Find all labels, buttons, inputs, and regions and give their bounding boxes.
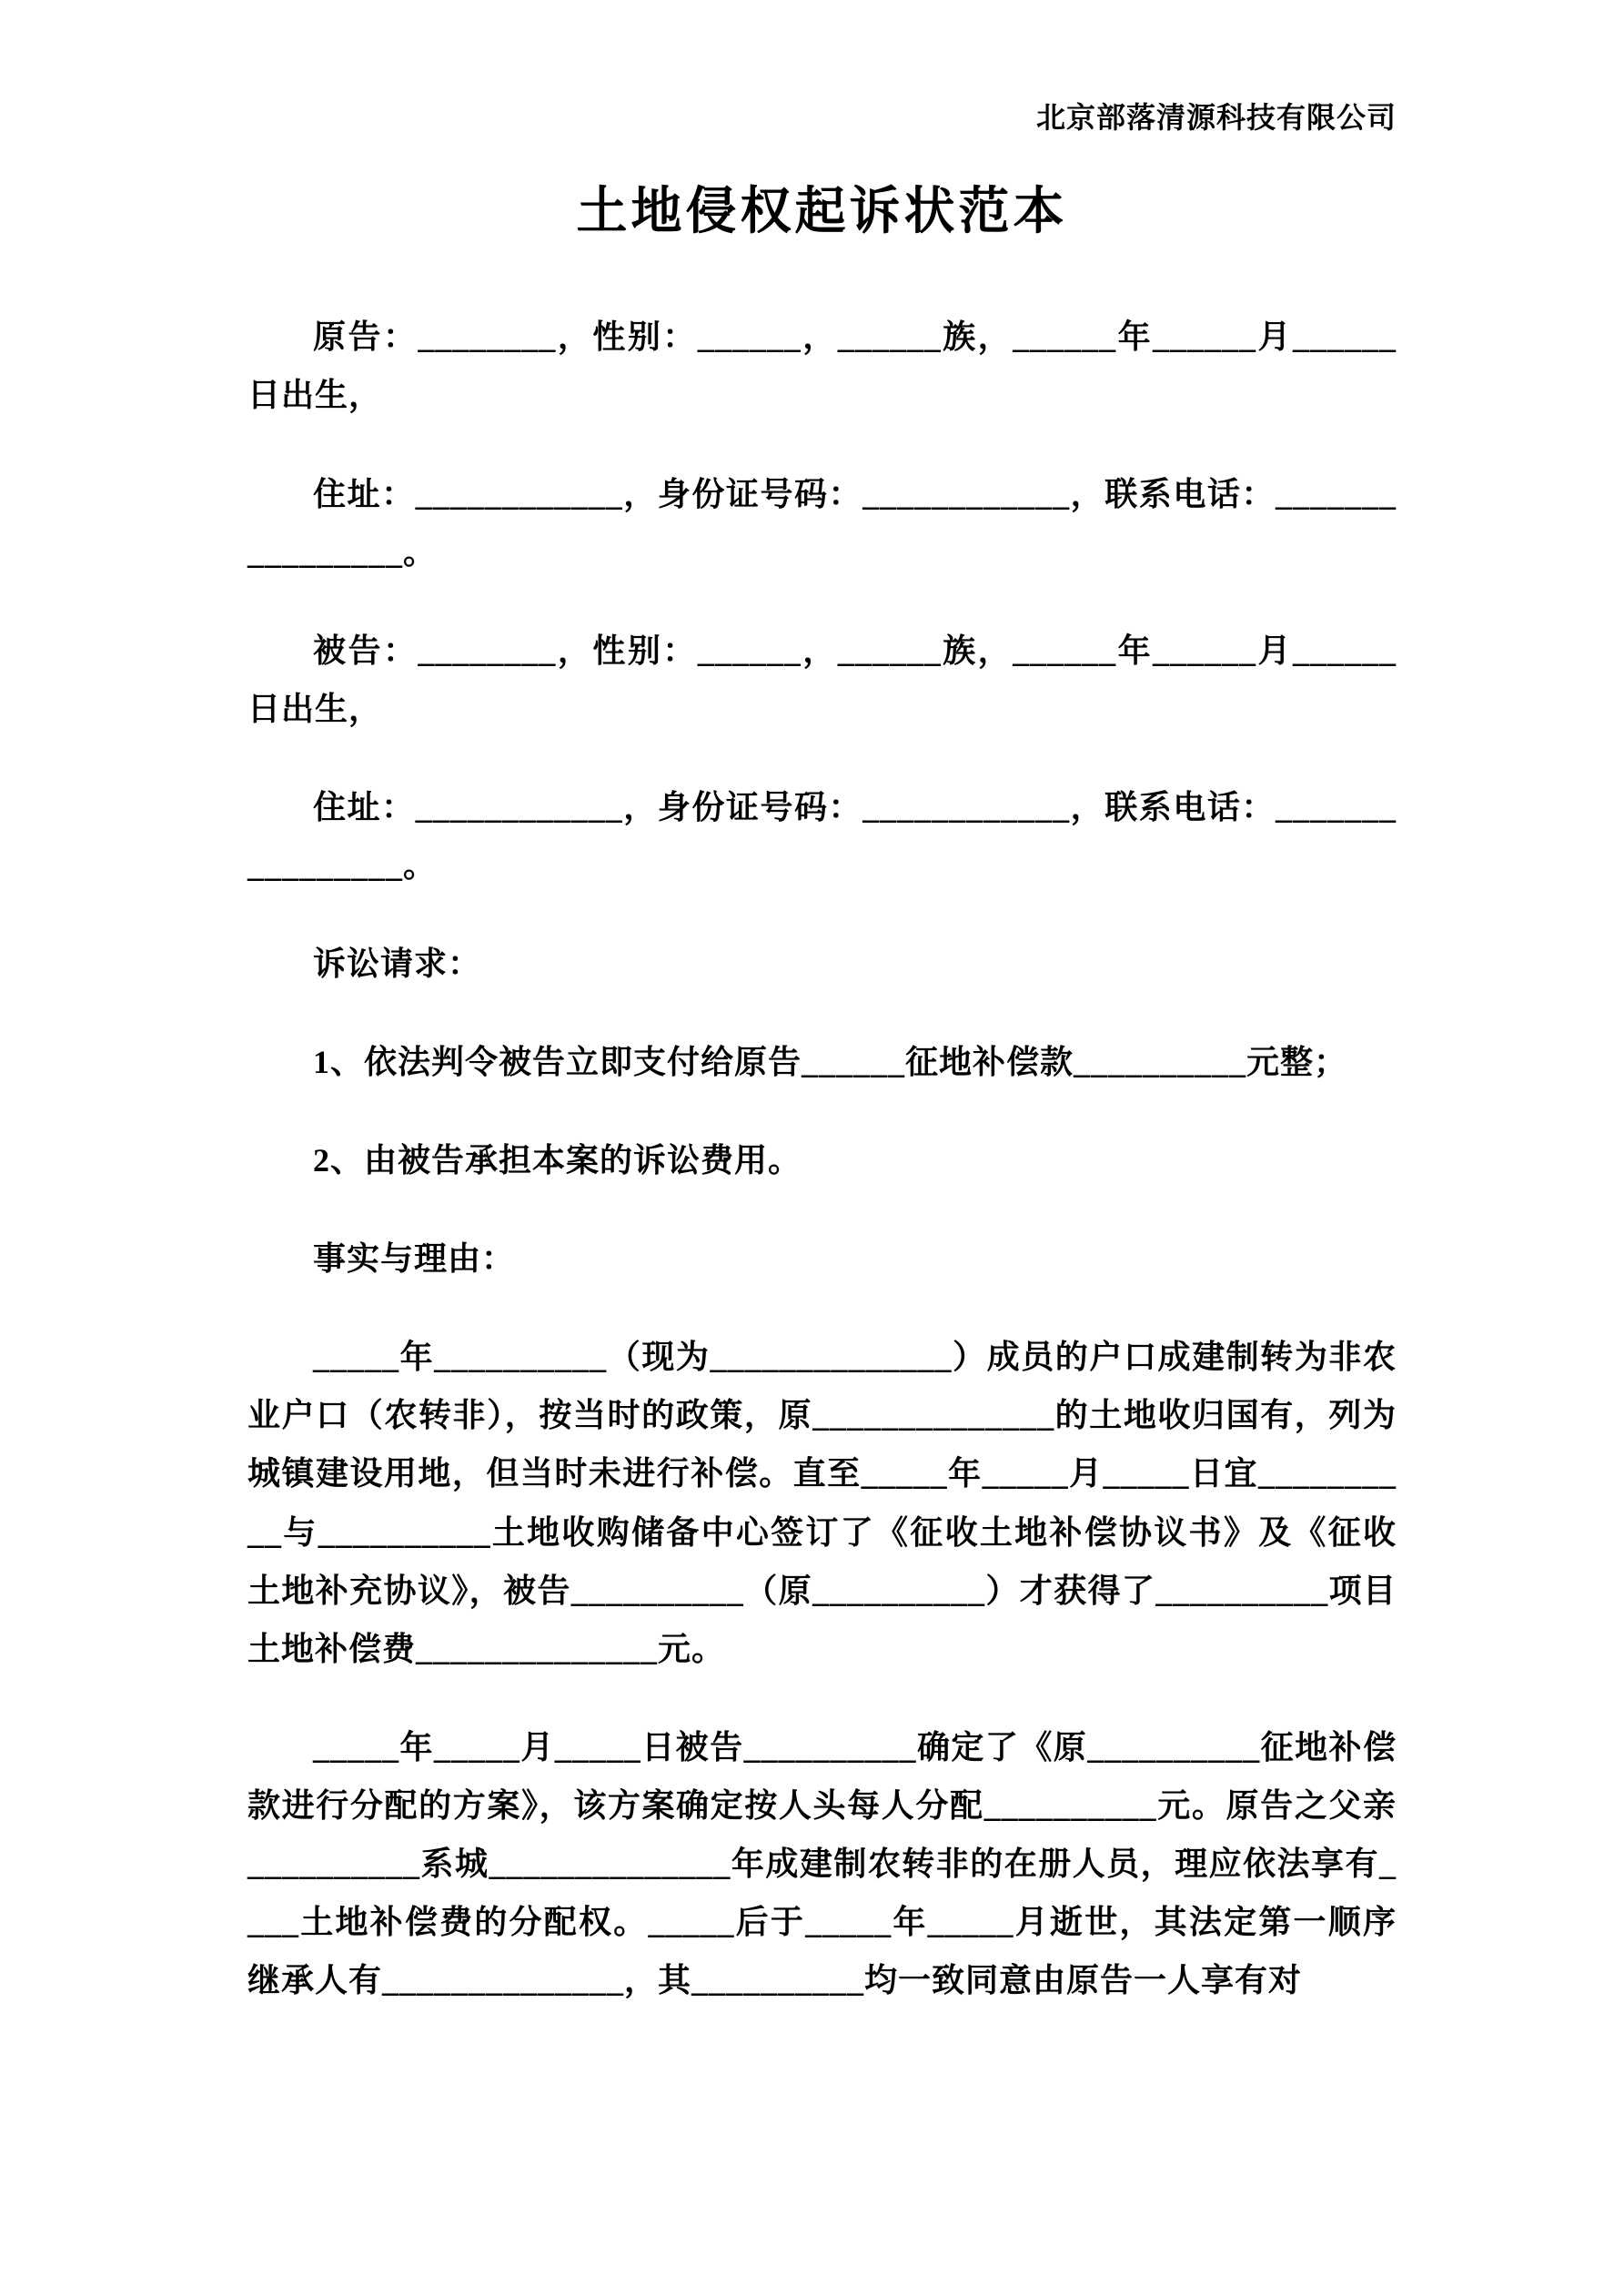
paragraph-plaintiff-address: 住址：____________，身份证号码：____________，联系电话：________________。 <box>247 475 1397 571</box>
paragraph-defendant-info: 被告：________，性别：______，______族，______年______月______日出生， <box>247 632 1397 727</box>
paragraph-claims-heading: 诉讼请求： <box>313 946 482 983</box>
paragraph-claim-2: 2、由被告承担本案的诉讼费用。 <box>313 1142 802 1179</box>
paragraph-facts-2: _____年_____月_____日被告__________确定了《原__________征地补偿款进行分配的方案》，该方案确定按人头每人分配__________元。原告之父亲__________系城______________年成建制农转非的在册人员，理应依法享有____土地补偿费的分配权。_____后于_____年_____月逝世，其法定第一顺序继承人有______________，其__________均一致同意由原告一人享有对 <box>247 1728 1397 1999</box>
document-body <box>247 308 1397 2009</box>
paragraph-defendant-address: 住址：____________，身份证号码：____________，联系电话：________________。 <box>247 788 1397 884</box>
company-name: 北京部落清源科技有限公司 <box>1035 101 1397 134</box>
paragraph-plaintiff-info: 原告：________，性别：______，______族，______年______月______日出生， <box>247 319 1397 414</box>
paragraph-facts-1: _____年__________（现为______________）成员的户口成建制转为非农业户口（农转非），按当时的政策，原______________的土地收归国有，列为城镇建设用地，但当时未进行补偿。直至_____年_____月_____日宜__________与__________土地收购储备中心签订了《征收土地补偿协议书》及《征收土地补充协议》，被告__________（原__________）才获得了__________项目土地补偿费______________元。 <box>247 1339 1397 1667</box>
paragraph-facts-heading: 事实与理由： <box>313 1240 516 1278</box>
document-title: 土地侵权起诉状范本 <box>576 184 1068 241</box>
paragraph-claim-1: 1、依法判令被告立即支付给原告______征地补偿款__________元整； <box>313 1044 1348 1081</box>
